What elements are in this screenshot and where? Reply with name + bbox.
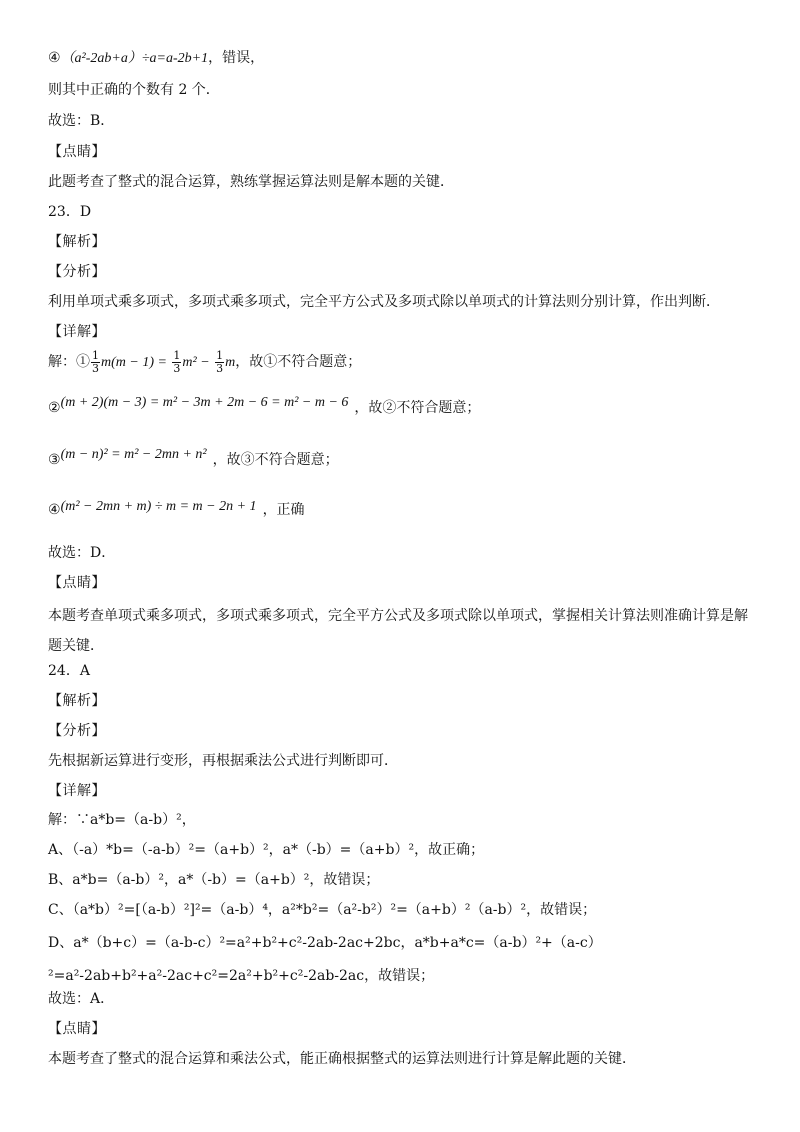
step-1-verdict: ，故①不符合题意； (235, 354, 362, 370)
circled-4-b: ④ (48, 502, 61, 518)
item-24-answer: 故选：A． (48, 991, 115, 1007)
circled-3: ③ (48, 452, 61, 468)
step-2-equation: (m + 2)(m − 3) = m² − 3m + 2m − 6 = m² − m − 6 (60, 395, 349, 410)
item-24-fenxi-heading: 【分析】 (48, 723, 106, 739)
item-22-step-4 (48, 48, 756, 69)
item-22-answer: 故选：B． (48, 113, 115, 129)
item-22-count: 则其中正确的个数有 2 个． (48, 82, 220, 98)
item-24-option-c: C、（a*b）²=[（a-b）²]²=（a-b）⁴，a²*b²=（a²-b²）²=（a+b）²（a-b）²，故错误； (48, 902, 597, 918)
item-23-title: 23．D (48, 204, 92, 220)
step-1-rhs-b: m (225, 355, 236, 370)
item-24-jiexi-heading: 【解析】 (48, 693, 106, 709)
circled-2: ② (48, 400, 61, 416)
item-23-step-1 (48, 348, 756, 377)
fraction-denominator-2: 3 (173, 361, 181, 375)
item-23-step-3 (48, 447, 756, 471)
fraction-denominator: 3 (92, 361, 99, 375)
fraction-denominator-3: 3 (216, 361, 224, 375)
expression: （a²-2ab+a）÷a=a-2b+1 (60, 51, 209, 66)
item-22-dianjing-text: 此题考查了整式的混合运算，熟练掌握运算法则是解本题的关键． (48, 174, 454, 190)
item-24-title: 24．A (48, 663, 90, 679)
item-24-xiangjie-heading: 【详解】 (48, 783, 106, 799)
item-24-option-b: B、a*b=（a-b）²，a*（-b）=（a+b）²，故错误； (48, 872, 380, 888)
item-24-premise: 解：∵a*b=（a-b）²， (48, 812, 196, 828)
item-23-dianjing-heading: 【点睛】 (48, 575, 106, 591)
step-3-verdict: ，故③不符合题意； (212, 452, 339, 468)
step-4-equation: (m² − 2mn + m) ÷ m = m − 2n + 1 (60, 499, 257, 514)
fraction-numerator: 1 (92, 348, 99, 362)
step-2-verdict: ，故②不符合题意； (354, 400, 481, 416)
item-23-answer: 故选：D． (48, 545, 116, 561)
item-24-dianjing-heading: 【点睛】 (48, 1021, 106, 1037)
circled-4: ④ (48, 50, 61, 66)
item-24-option-d: D、a*（b+c）=（a-b-c）²=a²+b²+c²-2ab-2ac+2bc，a*b+a*c=（a-b）²+（a-c）²=a²-2ab+b²+a²-2ac+c²=2a²+b²+c²-2ab-2ac，故错误； (48, 935, 602, 984)
fraction-one-third-3 (215, 350, 224, 375)
fraction-one-third (91, 350, 100, 375)
step-1-rhs-a: m² − (182, 355, 210, 370)
step-3-equation: (m − n)² = m² − 2mn + n² (60, 447, 207, 462)
item-23-xiangjie-heading: 【详解】 (48, 324, 106, 340)
item-23-fenxi-heading: 【分析】 (48, 264, 106, 280)
fraction-numerator-2: 1 (173, 348, 181, 362)
item-23-step-2 (48, 395, 756, 419)
item-24-option-a: A、（-a）*b=（-a-b）²=（a+b）²，a*（-b）=（a+b）²，故正确； (48, 842, 485, 858)
fraction-one-third-2 (172, 350, 181, 375)
item-23-dianjing-text: 本题考查单项式乘多项式，多项式乘多项式，完全平方公式及多项式除以单项式，掌握相关计算法则准确计算是解题关键． (48, 608, 748, 654)
item-24-dianjing-text: 本题考查了整式的混合运算和乘法公式，能正确根据整式的运算法则进行计算是解此题的关键． (48, 1051, 636, 1067)
item-23-jiexi-heading: 【解析】 (48, 234, 106, 250)
fraction-numerator-3: 1 (216, 348, 224, 362)
step-4-verdict: ，正确 (262, 502, 305, 518)
item-24-fenxi-text: 先根据新运算进行变形，再根据乘法公式进行判断即可． (48, 753, 398, 769)
step-1-lhs: m(m − 1) = (101, 355, 167, 370)
item-23-step-4 (48, 500, 756, 521)
item-23-fenxi-text: 利用单项式乘多项式，多项式乘多项式，完全平方公式及多项式除以单项式的计算法则分别计算，作出判断． (48, 294, 720, 310)
item-22-dianjing-heading: 【点睛】 (48, 144, 106, 160)
step-1-prefix: 解：① (48, 354, 90, 370)
verdict: ，错误， (208, 50, 265, 66)
